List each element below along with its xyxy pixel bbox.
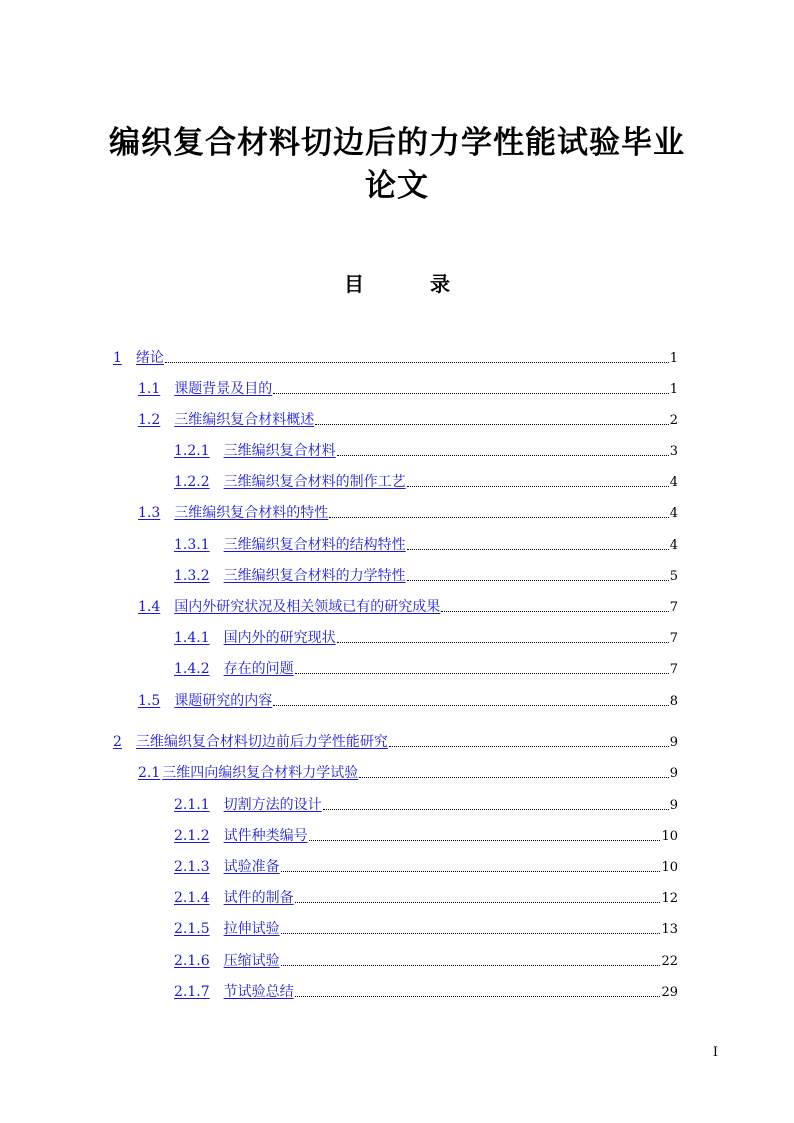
toc-entry[interactable] (174, 858, 678, 876)
toc-page-number: 7 (669, 662, 678, 677)
toc-entry-link[interactable]: 1.3 三维编织复合材料的特性 (138, 505, 329, 521)
toc-entry-link[interactable]: 2.1.2 试件种类编号 (174, 828, 308, 844)
toc-entry[interactable] (113, 349, 678, 367)
toc-leader-dots (359, 776, 668, 778)
toc-entry[interactable] (138, 380, 678, 398)
toc-entry[interactable] (174, 796, 678, 814)
toc-entry-link[interactable]: 1.2.1 三维编织复合材料 (174, 443, 336, 459)
toc-entry[interactable] (113, 733, 678, 751)
toc-leader-dots (295, 901, 661, 903)
toc-entry[interactable] (174, 660, 678, 678)
toc-leader-dots (281, 870, 661, 872)
toc-page-number: 10 (661, 860, 678, 875)
toc-page-number: 4 (669, 538, 678, 553)
toc-leader-dots (295, 672, 669, 674)
toc-leader-dots (273, 704, 668, 706)
toc-page-number: 7 (669, 600, 678, 615)
toc-leader-dots (407, 579, 669, 581)
toc-entry-link[interactable]: 2.1.6 压缩试验 (174, 953, 280, 969)
toc-entry[interactable] (174, 889, 678, 907)
toc-entry-link[interactable]: 1.4.1 国内外的研究现状 (174, 630, 336, 646)
toc-entry-link[interactable]: 2.1.5 拉伸试验 (174, 921, 280, 937)
toc-entry-link[interactable]: 1.4.2 存在的问题 (174, 661, 294, 677)
toc-heading-char-2: 录 (430, 272, 450, 296)
toc-page-number: 12 (661, 891, 678, 906)
toc-leader-dots (295, 995, 661, 997)
toc-leader-dots (281, 932, 661, 934)
toc-entry[interactable] (138, 504, 678, 522)
toc-leader-dots (273, 392, 668, 394)
document-title-line-2: 论文 (365, 168, 429, 204)
toc-entry[interactable] (174, 473, 678, 491)
toc-page-number: 5 (669, 569, 678, 584)
toc-page-number: 2 (669, 413, 678, 428)
toc-entry[interactable] (138, 692, 678, 710)
toc-entry[interactable] (174, 983, 678, 1001)
toc-leader-dots (309, 839, 661, 841)
toc-page-number: 13 (661, 922, 678, 937)
toc-entry-link[interactable]: 1.3.1 三维编织复合材料的结构特性 (174, 537, 406, 553)
toc-entry-link[interactable]: 1.1 课题背景及目的 (138, 381, 273, 397)
toc-entry-link[interactable]: 1.2 三维编织复合材料概述 (138, 412, 315, 428)
toc-entry[interactable] (138, 598, 678, 616)
page-number: I (712, 1045, 718, 1060)
toc-entry-link[interactable]: 2.1.1 切割方法的设计 (174, 797, 322, 813)
toc-leader-dots (323, 808, 669, 810)
toc-entry[interactable] (174, 952, 678, 970)
toc-leader-dots (329, 516, 668, 518)
toc-entry-link[interactable]: 2.1.7 节试验总结 (174, 984, 294, 1000)
toc-page-number: 7 (669, 631, 678, 646)
toc-entry[interactable] (138, 764, 678, 782)
toc-entry-link[interactable]: 1 绪论 (113, 350, 164, 366)
toc-entry[interactable] (174, 442, 678, 460)
toc-leader-dots (441, 610, 668, 612)
toc-page-number: 9 (669, 766, 678, 781)
toc-page-number: 8 (669, 694, 678, 709)
toc-page-number: 1 (669, 351, 678, 366)
toc-entry-link[interactable]: 1.2.2 三维编织复合材料的制作工艺 (174, 474, 406, 490)
toc-entry-link[interactable]: 1.3.2 三维编织复合材料的力学特性 (174, 568, 406, 584)
toc-page-number: 4 (669, 475, 678, 490)
toc-entry[interactable] (174, 629, 678, 647)
toc-entry-link[interactable]: 2 三维编织复合材料切边前后力学性能研究 (113, 734, 388, 750)
toc-page-number: 22 (661, 954, 678, 969)
toc-entry-link[interactable]: 2.1 三维四向编织复合材料力学试验 (138, 765, 359, 781)
toc-entry[interactable] (174, 827, 678, 845)
toc-page-number: 29 (661, 985, 678, 1000)
toc-leader-dots (315, 423, 668, 425)
toc-leader-dots (337, 641, 669, 643)
document-title-line-1: 编织复合材料切边后的力学性能试验毕业 (109, 125, 685, 161)
toc-entry[interactable] (174, 920, 678, 938)
toc-entry[interactable] (174, 567, 678, 585)
toc-leader-dots (389, 745, 669, 747)
toc-leader-dots (337, 454, 669, 456)
toc-page-number: 9 (669, 735, 678, 750)
toc-leader-dots (281, 964, 661, 966)
toc-entry-link[interactable]: 1.5 课题研究的内容 (138, 693, 273, 709)
toc-heading-char-1: 目 (344, 272, 364, 296)
toc-entry-link[interactable]: 2.1.4 试件的制备 (174, 890, 294, 906)
toc-entry-link[interactable]: 2.1.3 试验准备 (174, 859, 280, 875)
toc-entry[interactable] (174, 536, 678, 554)
toc-page-number: 9 (669, 798, 678, 813)
toc-page-number: 10 (661, 829, 678, 844)
toc-page-number: 4 (669, 506, 678, 521)
toc-heading (0, 268, 794, 297)
toc-leader-dots (407, 485, 669, 487)
toc-entry-link[interactable]: 1.4 国内外研究状况及相关领域已有的研究成果 (138, 599, 441, 615)
toc-page-number: 1 (669, 382, 678, 397)
toc-leader-dots (165, 361, 669, 363)
toc-leader-dots (407, 548, 669, 550)
toc-entry[interactable] (138, 411, 678, 429)
toc-page-number: 3 (669, 444, 678, 459)
